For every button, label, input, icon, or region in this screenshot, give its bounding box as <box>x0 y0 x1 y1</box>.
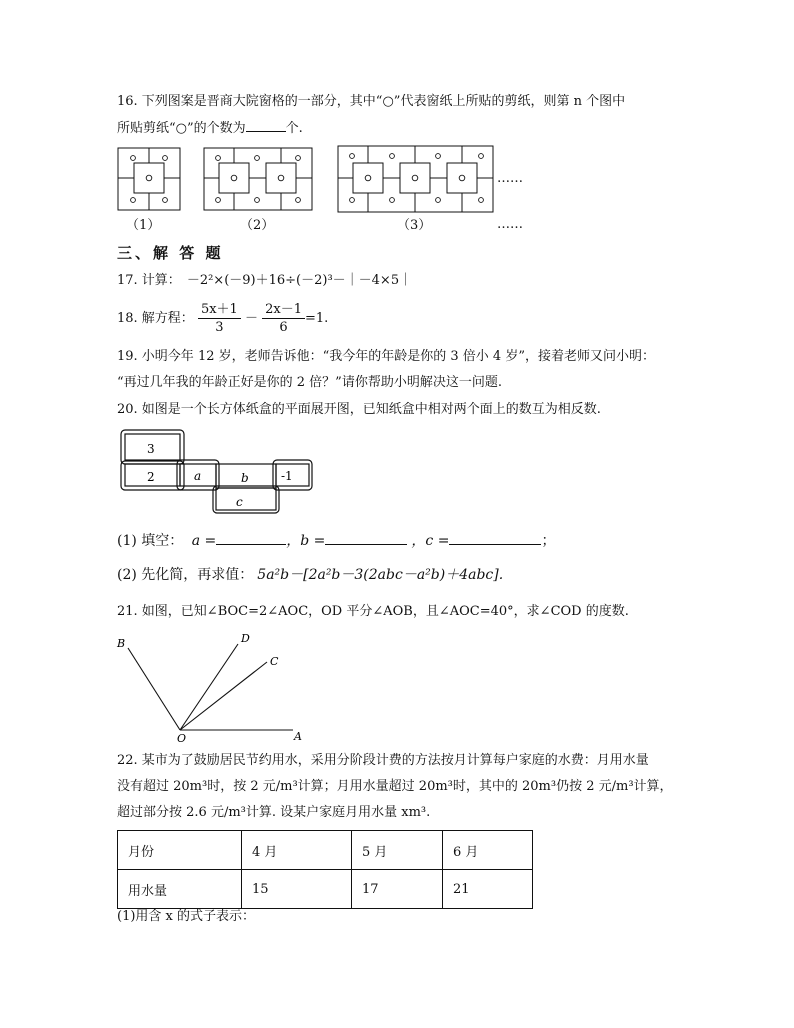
q20-text: 20. 如图是一个长方体纸盒的平面展开图，已知纸盒中相对两个面上的数互为相反数. <box>117 402 601 417</box>
table-cell: 15 <box>242 870 352 909</box>
point-C-label: C <box>270 655 279 668</box>
face-neg1-label: -1 <box>281 469 293 483</box>
caption-2: （2） <box>240 218 275 233</box>
box-net-figure <box>115 426 315 516</box>
q20-part1-end: ； <box>541 533 556 549</box>
blank-a <box>216 532 286 545</box>
q17-expression: －2²×(－9)＋16÷(－2)³－｜－4×5｜ <box>186 273 413 288</box>
table-row <box>118 870 533 909</box>
point-O-label: O <box>177 732 187 743</box>
q19-line1: 19. 小明今年 12 岁，老师告诉他：“我今年的年龄是你的 3 倍小 4 岁”，接着老师又问小明： <box>117 349 655 364</box>
q22-line2: 没有超过 20m³时，按 2 元/m³计算；月用水量超过 20m³时，其中的 20m³仍按 2 元/m³计算， <box>117 779 673 794</box>
table-cell: 月份 <box>118 831 242 870</box>
face-2-label: 2 <box>147 470 155 484</box>
q17 <box>117 272 412 290</box>
point-B-label: B <box>117 637 126 650</box>
table-cell: 4 月 <box>242 831 352 870</box>
table-cell: 5 月 <box>352 831 443 870</box>
face-b-label: b <box>241 471 249 485</box>
fraction-1: $\frac{5x+1}{3}$ <box>198 301 241 336</box>
table-cell: 17 <box>352 870 443 909</box>
ray-OC <box>180 662 267 730</box>
var-c-label: ，c = <box>411 533 450 549</box>
face-c-label: c <box>236 495 243 509</box>
q22-sub1: (1)用含 x 的式子表示： <box>117 909 256 924</box>
q18 <box>117 300 328 338</box>
point-A-label: A <box>294 730 302 743</box>
q16-line2 <box>117 119 303 138</box>
table-cell: 用水量 <box>118 870 242 909</box>
q18-rhs: =1. <box>305 311 329 326</box>
var-b-label: ，b = <box>286 533 326 549</box>
blank-c <box>449 532 541 545</box>
fraction-2: $\frac{2x-1}{6}$ <box>262 301 305 336</box>
blank-b <box>325 532 407 545</box>
q17-label: 17. 计算： <box>117 273 181 288</box>
q20-part2-expression: 5a²b－[2a²b－3(2abc－a²b)＋4abc]. <box>257 567 504 583</box>
var-a-label: a = <box>191 533 217 549</box>
q22-line3: 超过部分按 2.6 元/m³计算. 设某户家庭月用水量 xm³. <box>117 805 431 820</box>
table-cell: 21 <box>443 870 533 909</box>
ellipsis-row1: …… <box>497 171 523 186</box>
table-cell: 6 月 <box>443 831 533 870</box>
q22-line1: 22. 某市为了鼓励居民节约用水，采用分阶段计费的方法按月计算每户家庭的水费：月用水量 <box>117 753 649 768</box>
section-heading: 三、解 答 题 <box>117 244 224 262</box>
q18-label: 18. 解方程： <box>117 311 194 326</box>
caption-1: （1） <box>126 218 161 233</box>
caption-3: （3） <box>397 218 432 233</box>
q16-line1: 16. 下列图案是晋商大院窗格的一部分，其中“○”代表窗纸上所贴的剪纸，则第 n 个图中 <box>117 94 626 109</box>
ellipsis-row2: …… <box>497 217 523 232</box>
ray-OB <box>128 648 180 730</box>
q20-part2 <box>117 566 503 584</box>
water-usage-table <box>117 830 533 909</box>
q20-part2-label: (2) 先化简，再求值： <box>117 567 254 583</box>
face-c <box>216 488 276 510</box>
minus-sign: － <box>244 311 258 326</box>
window-pattern-figures <box>110 142 550 242</box>
point-D-label: D <box>241 632 250 645</box>
q20-part1 <box>117 532 555 550</box>
q20-part1-label: (1) 填空： <box>117 533 184 549</box>
face-a-label: a <box>194 469 202 483</box>
angle-figure <box>110 628 320 743</box>
q16-line2-suffix: 个. <box>285 121 303 136</box>
face-3-label: 3 <box>147 442 155 456</box>
q19-line2: “再过几年我的年龄正好是你的 2 倍？”请你帮助小明解决这一问题. <box>117 375 502 390</box>
q21-text: 21. 如图，已知∠BOC=2∠AOC，OD 平分∠AOB，且∠AOC=40°，求∠COD 的度数. <box>117 604 629 619</box>
ray-OD <box>180 644 238 730</box>
answer-blank <box>246 119 286 132</box>
table-row <box>118 831 533 870</box>
q16-line2-prefix: 所贴剪纸“○”的个数为 <box>117 121 246 136</box>
